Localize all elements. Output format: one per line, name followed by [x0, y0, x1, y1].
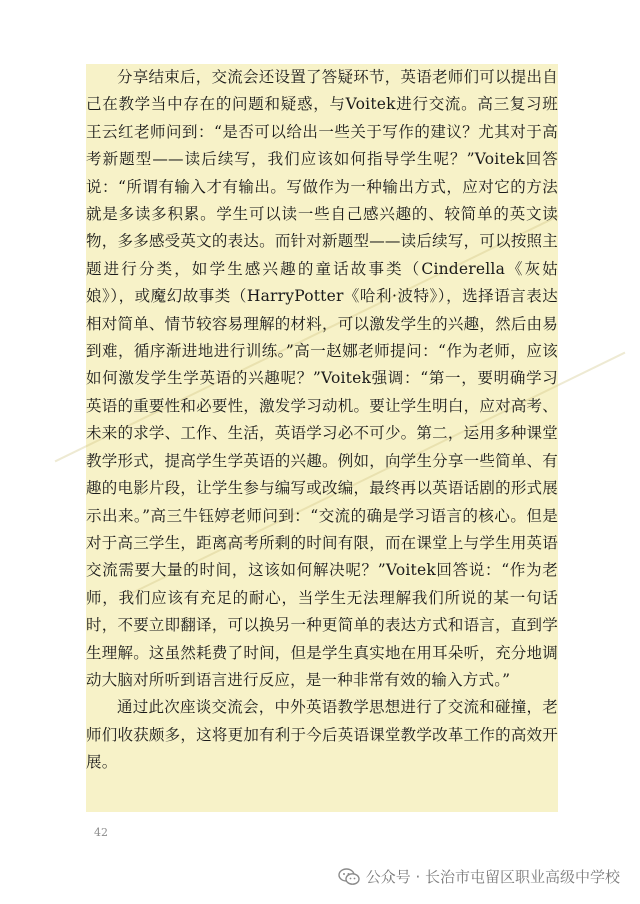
paragraph-qa-session: 分享结束后，交流会还设置了答疑环节，英语老师们可以提出自己在教学当中存在的问题和疑惑，与Voitek进行交流。高三复习班王云红老师问到：“是否可以给出一些关于写作的建议？尤其对于高考新题型——读后续写，我们应该如何指导学生呢？”Voitek回答说：“所谓有输入才有输出。写做作为一种输出方式，应对它的方法就是多读多积累。学生可以读一些自己感兴趣的、较简单的英文读物，多多感受英文的表达。而针对新题型——读后续写，可以按照主题进行分类，如学生感兴趣的童话故事类（Cinderella《灰姑娘》），或魔幻故事类（HarryPotter《哈利·波特》），选择语言表达相对简单、情节较容易理解的材料，可以激发学生的兴趣，然后由易到难，循序渐进地进行训练。”高一赵娜老师提问：“作为老师，应该如何激发学生学英语的兴趣呢？”Voitek强调：“第一，要明确学习英语的重要性和必要性，激发学习动机。要让学生明白，应对高考、未来的求学、工作、生活，英语学习必不可少。第二，运用多种课堂教学形式，提高学生学英语的兴趣。例如，向学生分享一些简单、有趣的电影片段，让学生参与编写或改编，最终再以英语话剧的形式展示出来。”高三牛钰婷老师问到：“交流的确是学习语言的核心。但是对于高三学生，距离高考所剩的时间有限，而在课堂上与学生用英语交流需要大量的时间，这该如何解决呢？”Voitek回答说：“作为老师，我们应该有充足的耐心，当学生无法理解我们所说的某一句话时，不要立即翻译，可以换另一种更简单的表达方式和语言，直到学生理解。这虽然耗费了时间，但是学生真实地在用耳朵听，充分地调动大脑对所听到语言进行反应，是一种非常有效的输入方式。” [86, 68, 558, 689]
page-number: 42 [94, 826, 108, 839]
wechat-icon [338, 868, 360, 886]
footer-source [338, 866, 620, 887]
paragraph-conclusion: 通过此次座谈交流会，中外英语教学思想进行了交流和碰撞，老师们收获颇多，这将更加有利于今后英语课堂教学改革工作的高效开展。 [86, 698, 558, 772]
footer-source-text: 公众号 · 长治市屯留区职业高级中学校 [365, 868, 620, 886]
article-body [86, 64, 558, 777]
